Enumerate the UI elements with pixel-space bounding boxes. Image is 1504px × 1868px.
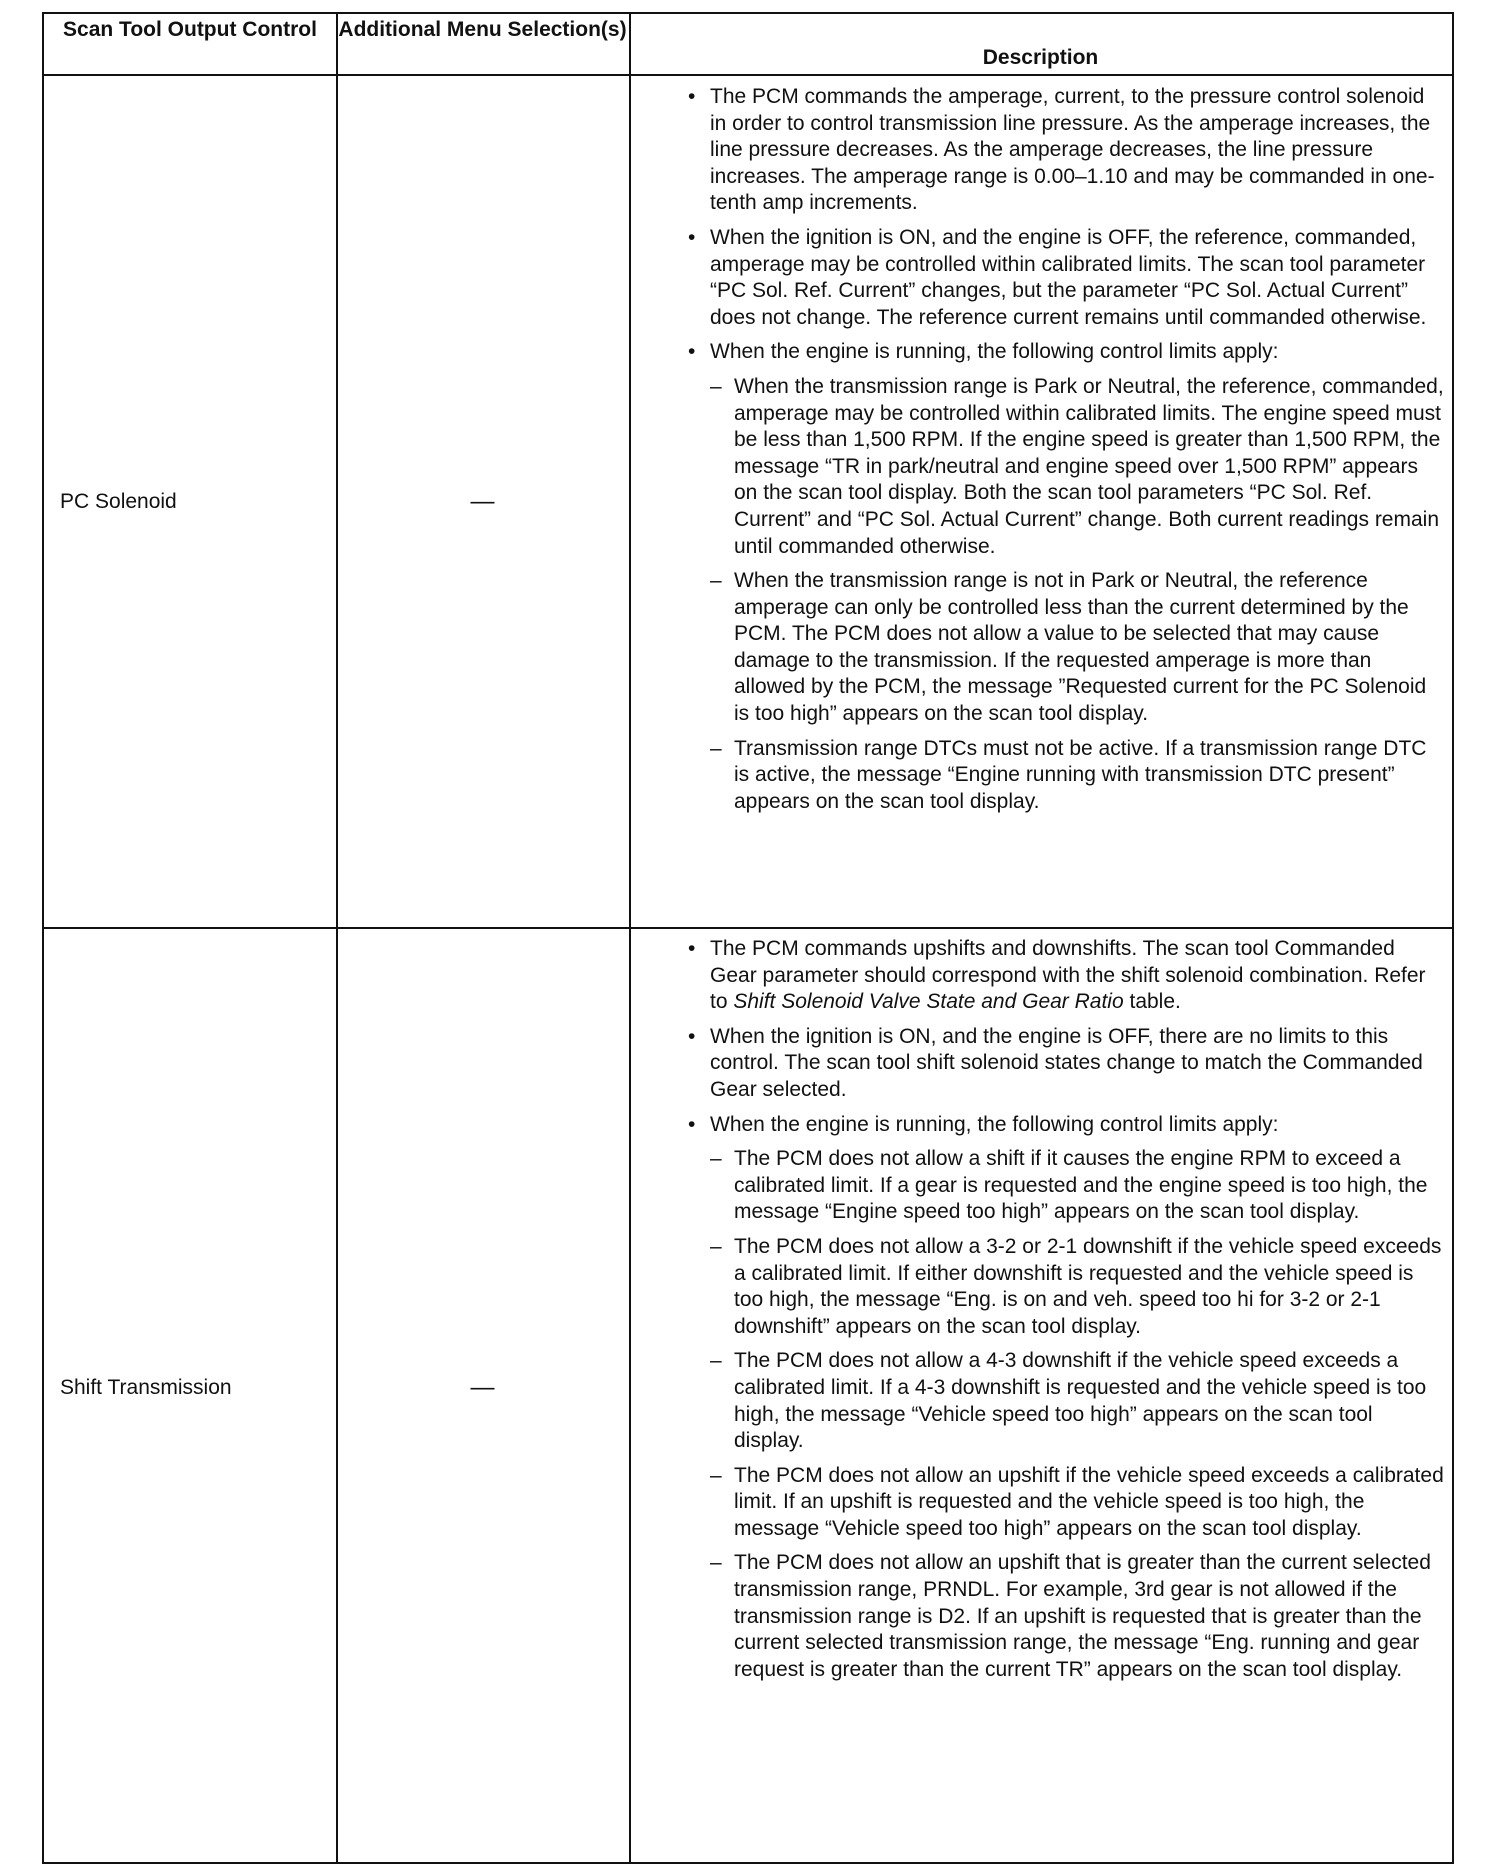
- header-scan-tool-output-control: Scan Tool Output Control: [63, 18, 317, 41]
- scan-tool-output-control-table: [42, 12, 1454, 1864]
- list-subitem: – The PCM does not allow a 3-2 or 2-1 downshift if the vehicle speed exceeds a calibrated limit. If either downshift is requested and the vehicle speed is too high, the message “Eng. is on and veh. speed too hi for 3-2 or 2-1 downshift” appears on the scan tool display.: [676, 1234, 1444, 1340]
- header-description: Description: [982, 46, 1099, 69]
- list-item: • When the ignition is ON, and the engine is OFF, there are no limits to this control. The scan tool shift solenoid states change to match the Commanded Gear selected.: [676, 1024, 1444, 1104]
- header-additional-menu-selections: Additional Menu Selection(s): [338, 18, 627, 41]
- bullet-text: The PCM commands upshifts and downshifts. The scan tool Commanded Gear parameter should correspond with the shift solenoid combination. Refer to: [710, 937, 1426, 1014]
- list-subitem: – When the transmission range is not in Park or Neutral, the reference amperage can only be controlled less than the current determined by the PCM. The PCM does not allow a value to be selected that may cause damage to the transmission. If the requested amperage is more than allowed by the PCM, the message ”Requested current for the PC Solenoid is too high” appears on the scan tool display.: [676, 568, 1444, 728]
- list-subitem: – The PCM does not allow a 4-3 downshift if the vehicle speed exceeds a calibrated limit. If a 4-3 downshift is requested and the vehicle speed is too high, the message “Vehicle speed too high” appears on the scan tool display.: [676, 1348, 1444, 1454]
- list-subitem: – Transmission range DTCs must not be active. If a transmission range DTC is active, the message “Engine running with transmission DTC present” appears on the scan tool display.: [676, 736, 1444, 816]
- list-item: • When the engine is running, the following control limits apply:: [676, 339, 1444, 366]
- row-shift-transmission-selection: —: [470, 1374, 495, 1401]
- column-divider-2: [629, 14, 631, 1862]
- row-shift-transmission-description: [676, 936, 1444, 1691]
- header-divider: [44, 74, 1452, 76]
- list-subitem: – The PCM does not allow an upshift if the vehicle speed exceeds a calibrated limit. If an upshift is requested and the vehicle speed is too high, the message “Vehicle speed too high” appears on the scan tool display.: [676, 1463, 1444, 1543]
- column-divider-1: [336, 14, 338, 1862]
- list-subitem: – The PCM does not allow an upshift that is greater than the current selected transmission range, PRNDL. For example, 3rd gear is not allowed if the transmission range is D2. If an upshift is requested that is greater than the current selected transmission range, the message “Eng. running and gear request is greater than the current TR” appears on the scan tool display.: [676, 1550, 1444, 1683]
- row-pc-solenoid-description: [676, 84, 1444, 823]
- list-item: • When the ignition is ON, and the engine is OFF, the reference, commanded, amperage may be controlled within calibrated limits. The scan tool parameter “PC Sol. Ref. Current” changes, but the parameter “PC Sol. Actual Current” does not change. The reference current remains until commanded otherwise.: [676, 225, 1444, 331]
- row-divider: [44, 927, 1452, 929]
- row-pc-solenoid-selection: —: [470, 488, 495, 515]
- row-pc-solenoid-control: PC Solenoid: [60, 490, 177, 513]
- list-subitem: – The PCM does not allow a shift if it causes the engine RPM to exceed a calibrated limit. If a gear is requested and the engine speed is too high, the message “Engine speed too high” appears on the scan tool display.: [676, 1146, 1444, 1226]
- list-item: • The PCM commands the amperage, current, to the pressure control solenoid in order to control transmission line pressure. As the amperage increases, the line pressure decreases. As the amperage decreases, the line pressure increases. The amperage range is 0.00–1.10 and may be commanded in one-tenth amp increments.: [676, 84, 1444, 217]
- list-item: • When the engine is running, the following control limits apply:: [676, 1112, 1444, 1139]
- table-reference: Shift Solenoid Valve State and Gear Ratio: [733, 990, 1124, 1014]
- list-item: [676, 936, 1444, 1016]
- row-shift-transmission-control: Shift Transmission: [60, 1376, 232, 1399]
- list-subitem: – When the transmission range is Park or Neutral, the reference, commanded, amperage may be controlled within calibrated limits. The engine speed must be less than 1,500 RPM. If the engine speed is greater than 1,500 RPM, the message “TR in park/neutral and engine speed over 1,500 RPM” appears on the scan tool display. Both the scan tool parameters “PC Sol. Ref. Current” and “PC Sol. Actual Current” change. Both current readings remain until commanded otherwise.: [676, 374, 1444, 560]
- bullet-text: table.: [1123, 990, 1181, 1014]
